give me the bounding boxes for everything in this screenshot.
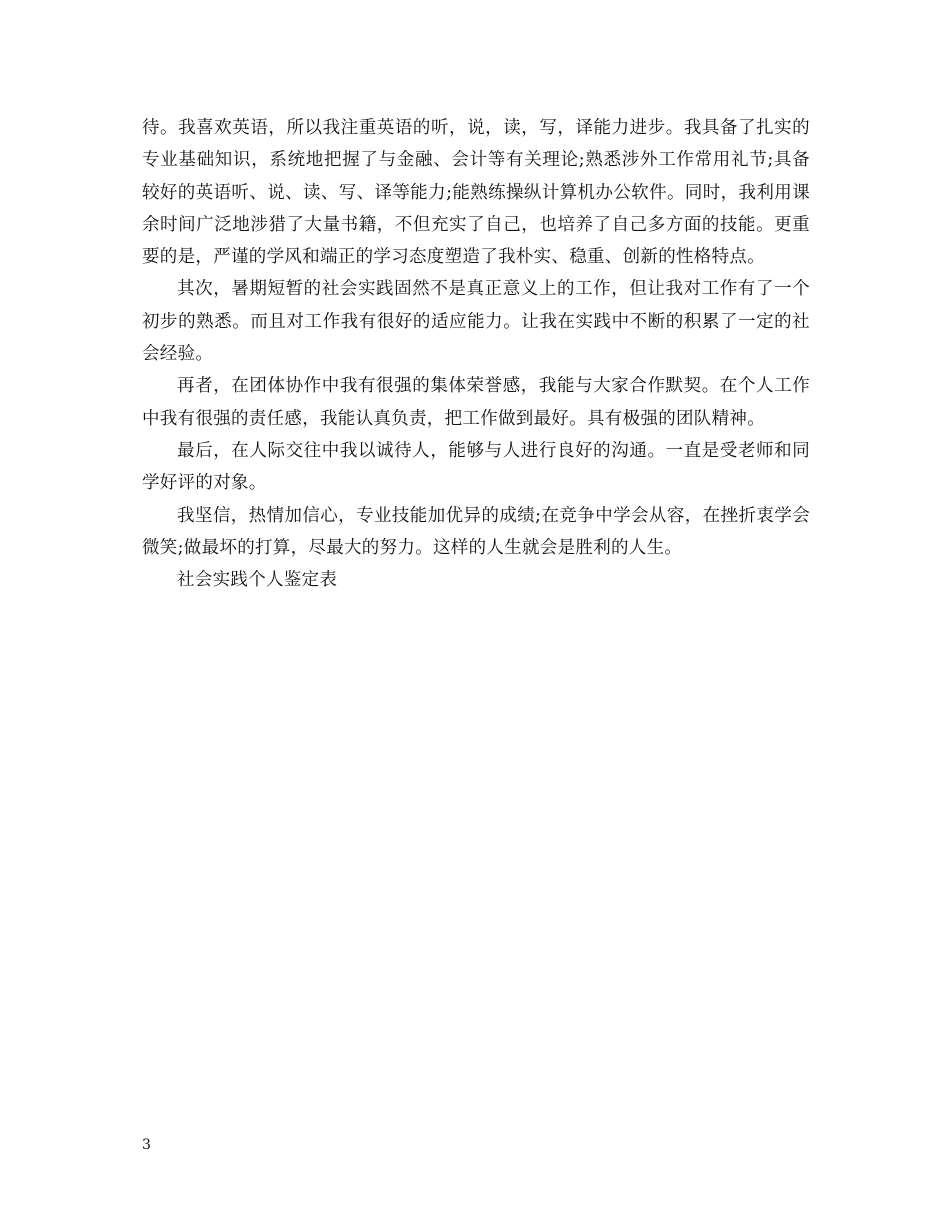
paragraph-2: 其次，暑期短暂的社会实践固然不是真正意义上的工作，但让我对工作有了一个初步的熟悉。而且对工作我有很好的适应能力。让我在实践中不断的积累了一定的社会经验。 bbox=[142, 279, 810, 365]
section-heading: 社会实践个人鉴定表 bbox=[177, 570, 338, 591]
page-number: 3 bbox=[142, 1137, 151, 1153]
paragraph-4: 最后，在人际交往中我以诚待人，能够与人进行良好的沟通。一直是受老师和同学好评的对象。 bbox=[142, 440, 810, 494]
paragraph-1: 待。我喜欢英语，所以我注重英语的听，说，读，写，译能力进步。我具备了扎实的专业基础知识，系统地把握了与金融、会计等有关理论;熟悉涉外工作常用礼节;具备较好的英语听、说、读、写、译等能力;能熟练操纵计算机办公软件。同时，我利用课余时间广泛地涉猎了大量书籍，不但充实了自己，也培养了自己多方面的技能。更重要的是，严谨的学风和端正的学习态度塑造了我朴实、稳重、创新的性格特点。 bbox=[142, 118, 810, 268]
document-body bbox=[142, 112, 810, 596]
paragraph-3: 再者，在团体协作中我有很强的集体荣誉感，我能与大家合作默契。在个人工作中我有很强的责任感，我能认真负责，把工作做到最好。具有极强的团队精神。 bbox=[142, 376, 810, 429]
paragraph-5: 我坚信，热情加信心，专业技能加优异的成绩;在竞争中学会从容，在挫折衷学会微笑;做最坏的打算，尽最大的努力。这样的人生就会是胜利的人生。 bbox=[142, 505, 810, 558]
